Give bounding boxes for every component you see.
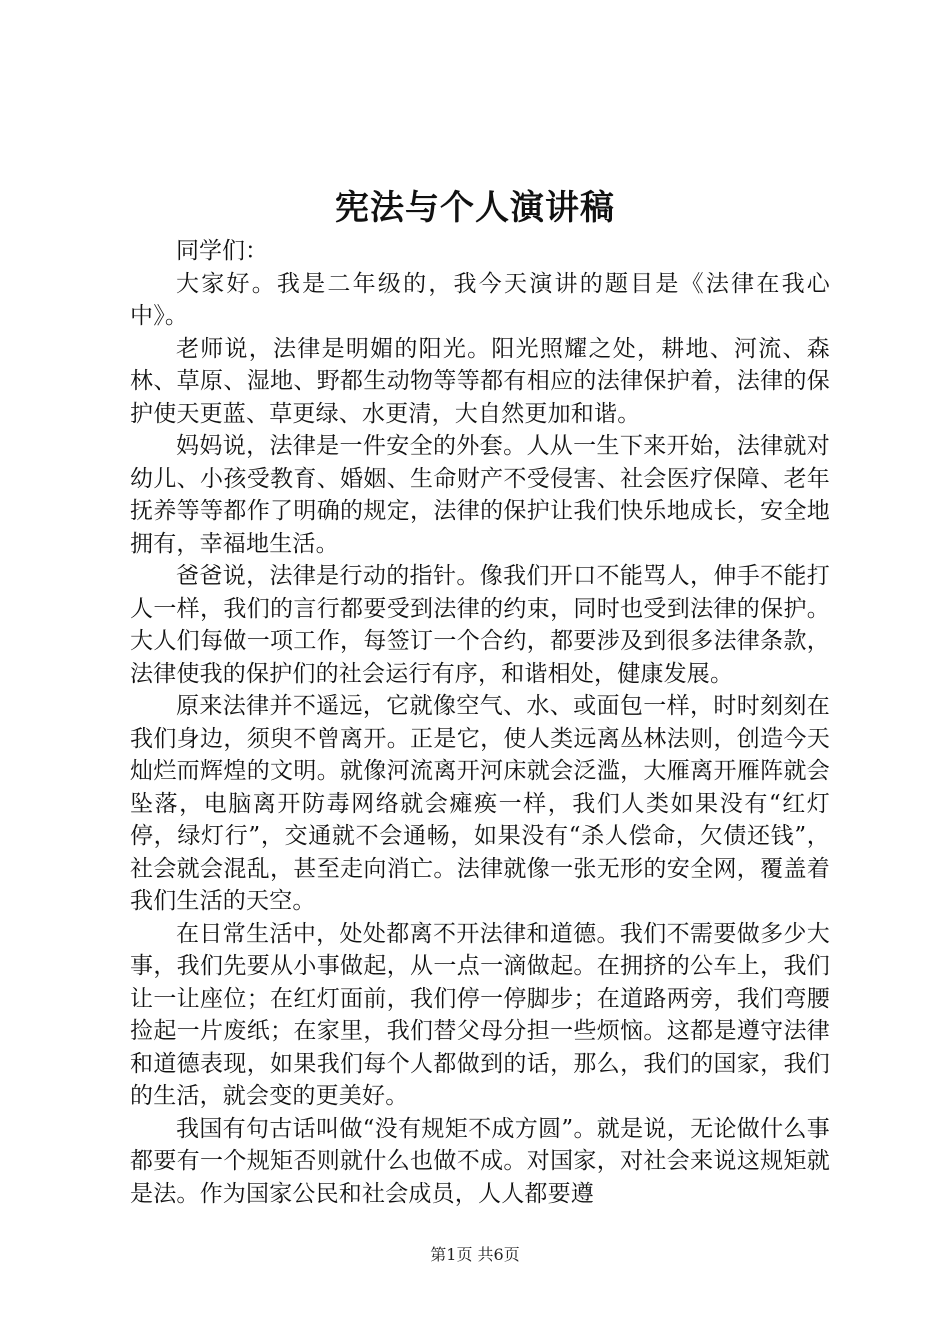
paragraph: 我国有句古话叫做“没有规矩不成方圆”。就是说，无论做什么事都要有一个规矩否则就什么也做不成。对国家，对社会来说这规矩就是法。作为国家公民和社会成员，人人都要遵 [130, 1115, 830, 1207]
paragraph: 在日常生活中，处处都离不开法律和道德。我们不需要做多少大事，我们先要从小事做起，从一点一滴做起。在拥挤的公车上，我们让一让座位；在红灯面前，我们停一停脚步；在道路两旁，我们弯腰捡起一片废纸；在家里，我们替父母分担一些烦恼。这都是遵守法律和道德表现，如果我们每个人都做到的话，那么，我们的国家，我们的生活，就会变的更美好。 [130, 920, 830, 1109]
paragraph: 爸爸说，法律是行动的指针。像我们开口不能骂人，伸手不能打人一样，我们的言行都要受到法律的约束，同时也受到法律的保护。大人们每做一项工作，每签订一个合约，都要涉及到很多法律条款，法律使我的保护们的社会运行有序，和谐相处，健康发展。 [130, 563, 830, 687]
page-indicator: 第1页 共6页 [430, 1245, 520, 1264]
paragraph: 大家好。我是二年级的，我今天演讲的题目是《法律在我心中》。 [130, 270, 830, 329]
paragraph: 老师说，法律是明媚的阳光。阳光照耀之处，耕地、河流、森林、草原、湿地、野都生动物等等都有相应的法律保护着，法律的保护使天更蓝、草更绿、水更清，大自然更加和谐。 [130, 335, 830, 427]
paragraph: 妈妈说，法律是一件安全的外套。人从一生下来开始，法律就对幼儿、小孩受教育、婚姻、生命财产不受侵害、社会医疗保障、老年抚养等等都作了明确的规定，法律的保护让我们快乐地成长，安全地拥有，幸福地生活。 [130, 433, 830, 557]
greeting: 同学们： [176, 238, 268, 264]
paragraph: 原来法律并不遥远，它就像空气、水、或面包一样，时时刻刻在我们身边，须臾不曾离开。正是它，使人类远离丛林法则，创造今天灿烂而辉煌的文明。就像河流离开河床就会泛滥，大雁离开雁阵就会坠落，电脑离开防毒网络就会瘫痪一样，我们人类如果没有“红灯停，绿灯行”，交通就不会通畅，如果没有“杀人偿命，欠债还钱”，社会就会混乱，甚至走向消亡。法律就像一张无形的安全网，覆盖着我们生活的天空。 [130, 693, 830, 914]
document-title: 宪法与个人演讲稿 [335, 188, 615, 228]
document-body [130, 235, 830, 1210]
